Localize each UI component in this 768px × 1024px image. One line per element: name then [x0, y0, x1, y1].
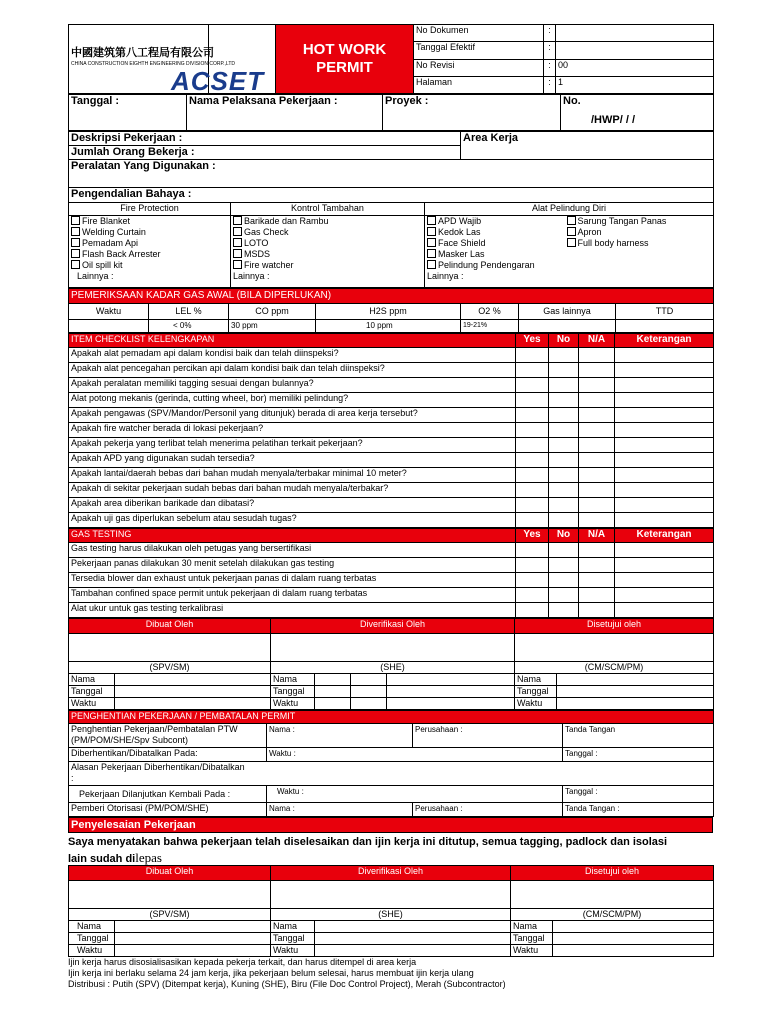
executor-name-field[interactable]: Nama Pelaksana Pekerjaan :: [187, 95, 383, 131]
gas-testing-title: GAS TESTING: [69, 528, 516, 542]
stop-work-authority: Penghentian Pekerjaan/Pembatalan PTW (PM/POM/SHE/Spv Subcont): [69, 723, 267, 747]
finish-table: [68, 817, 713, 833]
table-row: Tambahan confined space permit untuk pekerjaan di dalam ruang terbatas: [69, 587, 714, 602]
meta-label: Halaman: [414, 76, 544, 93]
meta-label: Tanggal Efektif: [414, 42, 544, 59]
table-row: Alat ukur untuk gas testing terkalibrasi: [69, 602, 714, 617]
permit-number-field[interactable]: No. /HWP/ / /: [561, 95, 714, 131]
table-row: Apakah peralatan memiliki tagging sesuai dengan bulannya?: [69, 377, 714, 392]
table-row: Pekerjaan panas dilakukan 30 menit setelah dilakukan gas testing: [69, 557, 714, 572]
signature-box[interactable]: [271, 880, 511, 908]
checkbox[interactable]: Flash Back Arrester: [71, 249, 228, 260]
ppe-list: APD Wajib Kedok Las Face Shield Masker Las Pelindung Pendengaran Lainnya :: [425, 215, 565, 287]
additional-control-list: Barikade dan Rambu Gas Check LOTO MSDS Fire watcher Lainnya :: [231, 215, 425, 287]
meta-value[interactable]: 00: [556, 59, 714, 76]
hazard-control-label: Pengendalian Bahaya :: [69, 188, 714, 202]
gas-section-title: PEMERIKSAAN KADAR GAS AWAL (BILA DIPERLUKAN): [69, 288, 714, 303]
table-row: Apakah area diberikan barikade dan dibatasi?: [69, 497, 714, 512]
signature-box[interactable]: [515, 633, 714, 661]
stop-work-table: PENGHENTIAN PEKERJAAN / PEMBATALAN PERMIT Penghentian Pekerjaan/Pembatalan PTW (PM/POM/SHE/Spv Subcont) Nama : Perusahaan : Tanda Tangan Diberhentikan/Dibatalkan Pada: Waktu : Tanggal : Alasan Pekerjaan Diberhentikan/Dibatalkan : Pekerjaan Dilanjutkan Kembali Pada : Waktu : Tanggal : Pemberi Otorisasi (PM/POM/SHE) Nama : Perusahaan : Tanda Tangan :: [68, 710, 714, 817]
finish-statement: Saya menyatakan bahwa pekerjaan telah diselesaikan dan ijin kerja ini ditutup, semua tagging, padlock dan isolasi lain sudah dilepas: [68, 835, 668, 865]
checkbox[interactable]: Sarung Tangan Panas: [567, 216, 712, 227]
header-table: 中國建筑第八工程局有限公司 CHINA CONSTRUCTION EIGHTH ENGINEERING DIVISION CORP.,LTD ACSET HOT WORK PERMIT No Dokumen : Tanggal Efektif : No Revisi : 00 Halaman : 1: [68, 24, 714, 94]
table-row: Apakah di sekitar pekerjaan sudah bebas dari bahan mudah menyala/terbakar?: [69, 482, 714, 497]
signature-table-1: Dibuat Oleh Diverifikasi Oleh Disetujui oleh (SPV/SM) (SHE) (CM/SCM/PM) Nama Nama Nama Tanggal Tanggal Tanggal Waktu Waktu Waktu: [68, 618, 714, 710]
meta-value[interactable]: [556, 42, 714, 59]
checkbox[interactable]: Full body harness: [567, 238, 712, 249]
checkbox[interactable]: Barikade dan Rambu: [233, 216, 422, 227]
checkbox[interactable]: Apron: [567, 227, 712, 238]
acset-logo: ACSET: [209, 25, 276, 94]
gas-table: PEMERIKSAAN KADAR GAS AWAL (BILA DIPERLUKAN) Waktu LEL % CO ppm H2S ppm O2 % Gas lainnya TTD < 0% 30 ppm 10 ppm 19-21%: [68, 288, 714, 333]
table-row: Apakah uji gas diperlukan sebelum atau sesudah tugas?: [69, 512, 714, 527]
stop-reason-field[interactable]: Alasan Pekerjaan Diberhentikan/Dibatalkan :: [69, 761, 714, 785]
work-area-field[interactable]: Area Kerja: [461, 132, 714, 160]
checkbox[interactable]: Fire watcher: [233, 260, 422, 271]
table-row: Alat potong mekanis (gerinda, cutting wheel, bor) memiliki pelindung?: [69, 392, 714, 407]
signature-box[interactable]: [69, 880, 271, 908]
table-row: Apakah alat pencegahan percikan api dalam kondisi baik dan telah diinspeksi?: [69, 362, 714, 377]
worker-count-field[interactable]: Jumlah Orang Bekerja :: [69, 146, 461, 160]
permit-title: HOT WORK PERMIT: [276, 25, 414, 94]
date-field[interactable]: Tanggal :: [69, 95, 187, 131]
table-row: Apakah APD yang digunakan sudah tersedia?: [69, 452, 714, 467]
finish-title: Penyelesaian Pekerjaan: [69, 817, 713, 832]
checkbox[interactable]: APD Wajib: [427, 216, 563, 227]
checkbox[interactable]: Kedok Las: [427, 227, 563, 238]
meta-value[interactable]: [556, 25, 714, 42]
signature-box[interactable]: [69, 633, 271, 661]
table-row: Apakah pekerja yang terlibat telah menerima pelatihan terkait pekerjaan?: [69, 437, 714, 452]
meta-label: No Revisi: [414, 59, 544, 76]
gas-testing-table: GAS TESTING Yes No N/A Keterangan Gas testing harus dilakukan oleh petugas yang bersertifikasi Pekerjaan panas dilakukan 30 menit setelah dilakukan gas testing Tersedia blower dan exhaust untuk pekerjaan panas di dalam ruang terbatas Tambahan confined space permit untuk pekerjaan di dalam ruang terbatas Alat ukur untuk gas testing terkalibrasi: [68, 528, 714, 618]
checklist-title: ITEM CHECKLIST KELENGKAPAN: [69, 333, 516, 347]
checkbox[interactable]: LOTO: [233, 238, 422, 249]
controls-table: Fire Protection Kontrol Tambahan Alat Pelindung Diri Fire Blanket Welding Curtain Pemadam Api Flash Back Arrester Oil spill kit Lainnya : Barikade dan Rambu Gas Check LOTO MSDS Fire watcher Lainnya : APD Wajib Kedok Las Face Shield Masker Las Pelindung Pendengaran Lainnya : Sarung Tangan Panas Apron Full body harness: [68, 202, 714, 288]
company-logo: 中國建筑第八工程局有限公司 CHINA CONSTRUCTION EIGHTH ENGINEERING DIVISION CORP.,LTD: [69, 25, 209, 94]
checkbox[interactable]: Pemadam Api: [71, 238, 228, 249]
checkbox[interactable]: Welding Curtain: [71, 227, 228, 238]
checkbox[interactable]: Pelindung Pendengaran: [427, 260, 563, 271]
checkbox[interactable]: MSDS: [233, 249, 422, 260]
meta-value[interactable]: 1: [556, 76, 714, 93]
table-row: Apakah alat pemadam api dalam kondisi baik dan telah diinspeksi?: [69, 347, 714, 362]
table-row: Gas testing harus dilakukan oleh petugas yang bersertifikasi: [69, 542, 714, 557]
signature-box[interactable]: [271, 633, 515, 661]
info-table: [68, 94, 714, 131]
checkbox[interactable]: Face Shield: [427, 238, 563, 249]
signature-table-2: Dibuat Oleh Diverifikasi Oleh Disetujui oleh (SPV/SM) (SHE) (CM/SCM/PM) Nama Nama Nama Tanggal Tanggal Tanggal Waktu Waktu Waktu: [68, 865, 714, 957]
permit-form: [68, 24, 713, 990]
checkbox[interactable]: Oil spill kit: [71, 260, 228, 271]
table-row: Apakah lantai/daerah bebas dari bahan mudah menyala/terbakar minimal 10 meter?: [69, 467, 714, 482]
checklist-table: ITEM CHECKLIST KELENGKAPAN Yes No N/A Keterangan Apakah alat pemadam api dalam kondisi baik dan telah diinspeksi? Apakah alat pencegahan percikan api dalam kondisi baik dan telah diinspeksi? Apakah peralatan memiliki tagging sesuai dengan bulannya? Alat potong mekanis (gerinda, cutting wheel, bor) memiliki pelindung? Apakah pengawas (SPV/Mandor/Personil yang ditunjuk) berada di area kerja tersebut? Apakah fire watcher berada di lokasi pekerjaan? Apakah pekerja yang terlibat telah menerima pelatihan terkait pekerjaan? Apakah APD yang digunakan sudah tersedia? Apakah lantai/daerah bebas dari bahan mudah menyala/terbakar minimal 10 meter? Apakah di sekitar pekerjaan sudah bebas dari bahan mudah menyala/terbakar? Apakah area diberikan barikade dan dibatasi? Apakah uji gas diperlukan sebelum atau sesudah tugas?: [68, 333, 714, 528]
stop-work-title: PENGHENTIAN PEKERJAAN / PEMBATALAN PERMIT: [69, 710, 714, 723]
checkbox[interactable]: Gas Check: [233, 227, 422, 238]
table-row: Tersedia blower dan exhaust untuk pekerjaan panas di dalam ruang terbatas: [69, 572, 714, 587]
ppe-list-2: [565, 215, 714, 287]
footer-notes: Ijin kerja harus disosialisasikan kepada pekerja terkait, dan harus ditempel di area kerja Ijin kerja ini berlaku selama 24 jam kerja, jika pekerjaan belum selesai, harus membuat ijin kerja ulang Distribusi : Putih (SPV) (Ditempat kerja), Kuning (SHE), Biru (File Doc Control Project), Merah (Subcontractor): [68, 956, 506, 989]
signature-box[interactable]: [511, 880, 714, 908]
meta-label: No Dokumen: [414, 25, 544, 42]
equipment-field[interactable]: Peralatan Yang Digunakan :: [69, 160, 714, 188]
table-row: Apakah fire watcher berada di lokasi pekerjaan?: [69, 422, 714, 437]
description-field[interactable]: Deskripsi Pekerjaan :: [69, 132, 461, 146]
checkbox[interactable]: Fire Blanket: [71, 216, 228, 227]
table-row: Apakah pengawas (SPV/Mandor/Personil yang ditunjuk) berada di area kerja tersebut?: [69, 407, 714, 422]
fire-protection-list: Fire Blanket Welding Curtain Pemadam Api Flash Back Arrester Oil spill kit Lainnya :: [69, 215, 231, 287]
project-field[interactable]: Proyek :: [383, 95, 561, 131]
checkbox[interactable]: Masker Las: [427, 249, 563, 260]
